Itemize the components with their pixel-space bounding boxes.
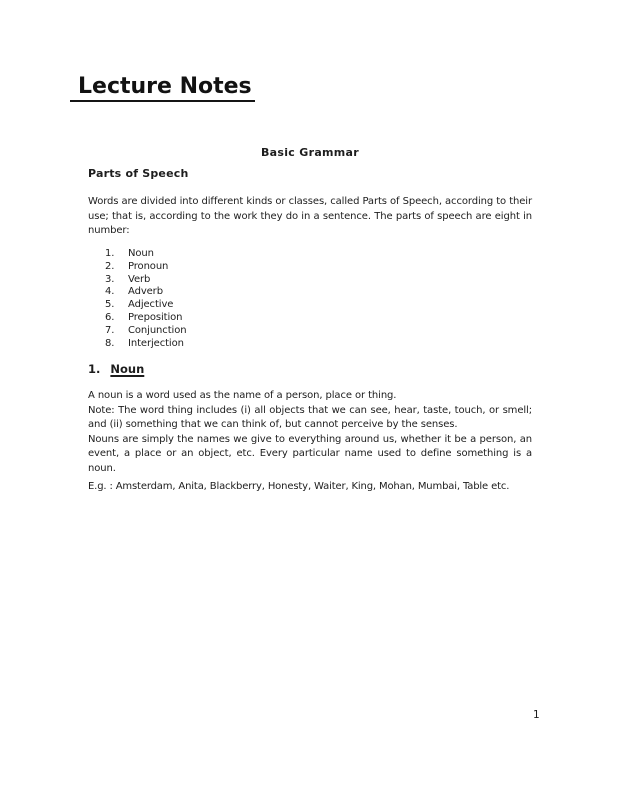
- list-item-number: 3.: [105, 273, 115, 285]
- page-number: 1: [533, 709, 540, 721]
- parts-of-speech-list: [105, 248, 186, 350]
- list-item-label: Interjection: [128, 337, 184, 349]
- list-item-label: Adverb: [128, 286, 163, 298]
- list-item-number: 5.: [105, 299, 115, 311]
- list-item-label: Pronoun: [128, 260, 169, 272]
- noun-section-body: [88, 389, 532, 476]
- list-item: [105, 338, 186, 351]
- list-item: [105, 299, 186, 312]
- list-item-number: 8.: [105, 337, 115, 349]
- section-title-basic-grammar: Basic Grammar: [260, 146, 360, 159]
- list-item-label: Verb: [128, 273, 151, 285]
- document-title: [70, 74, 255, 102]
- list-item-number: 1.: [105, 248, 115, 259]
- intro-paragraph: Words are divided into different kinds or classes, called Parts of Speech, according to their use; that is, according to the work they do in a sentence. The parts of speech are eight in number:: [88, 196, 532, 237]
- list-item: [105, 325, 186, 338]
- list-item: [105, 312, 186, 325]
- list-item: [105, 248, 186, 261]
- list-item-number: 7.: [105, 324, 115, 336]
- list-item-label: Conjunction: [128, 324, 187, 336]
- list-item-number: 6.: [105, 311, 115, 323]
- noun-definition: A noun is a word used as the name of a person, place or thing.: [88, 390, 397, 401]
- noun-heading-label: Noun: [110, 362, 145, 376]
- noun-note: Note: The word thing includes (i) all objects that we can see, hear, taste, touch, or smell; and (ii) something that we can think of, but cannot perceive by the senses.: [88, 404, 532, 430]
- subsection-title-parts-of-speech: Parts of Speech: [88, 167, 189, 180]
- list-item: [105, 274, 186, 287]
- list-item-number: 2.: [105, 260, 115, 272]
- list-item-label: Preposition: [128, 311, 183, 323]
- noun-explanation: Nouns are simply the names we give to everything around us, whether it be a person, an event, a place or an object, etc. Every particular name used to define something is a noun.: [88, 433, 532, 474]
- list-item-label: Adjective: [128, 299, 174, 311]
- list-item: [105, 286, 186, 299]
- noun-example-line: E.g. : Amsterdam, Anita, Blackberry, Honesty, Waiter, King, Mohan, Mumbai, Table etc.: [88, 481, 510, 492]
- document-title-text: Lecture Notes: [70, 74, 255, 102]
- noun-heading-number: 1.: [88, 362, 101, 376]
- noun-section-heading: [88, 362, 144, 376]
- list-item-label: Noun: [128, 248, 154, 259]
- list-item-number: 4.: [105, 286, 115, 298]
- list-item: [105, 261, 186, 274]
